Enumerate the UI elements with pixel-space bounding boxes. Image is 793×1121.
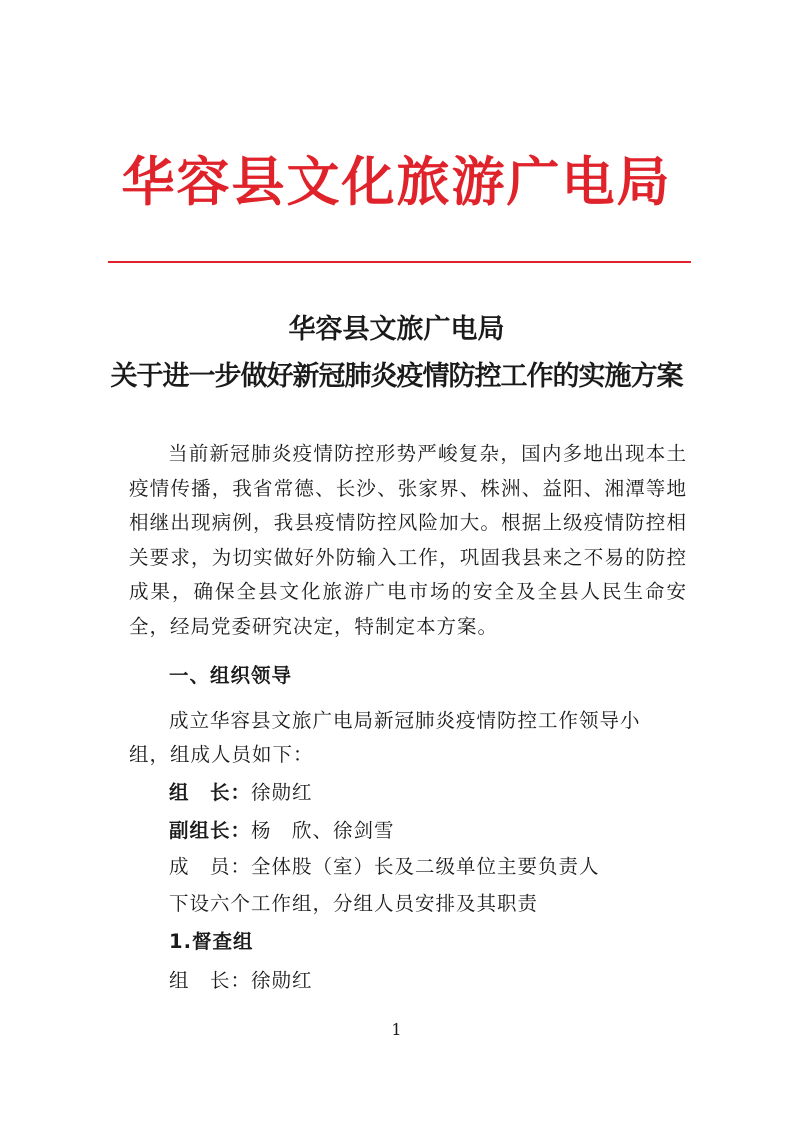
document-title-line-2: 关于进一步做好新冠肺炎疫情防控工作的实施方案 xyxy=(110,361,683,392)
section-1-text-line-2: 组，组成人员如下： xyxy=(129,743,314,766)
group-1-leader-row xyxy=(169,966,313,996)
leader-name: 徐勋红 xyxy=(251,781,313,804)
section-1-text-line-1: 成立华容县文旅广电局新冠肺炎疫情防控工作领导小 xyxy=(169,709,641,732)
letterhead-divider xyxy=(108,261,691,263)
leader-label: 组 长： xyxy=(169,781,252,804)
leader-row xyxy=(169,778,313,808)
member-row xyxy=(169,852,600,882)
deputy-row xyxy=(169,816,395,846)
page-number: 1 xyxy=(391,1020,402,1039)
intro-paragraph: 当前新冠肺炎疫情防控形势严峻复杂，国内多地出现本土疫情传播，我省常德、长沙、张家界、株洲、益阳、湘潭等地相继出现病例，我县疫情防控风险加大。根据上级疫情防控相关要求，为切实做好外防输入工作，巩固我县来之不易的防控成果，确保全县文化旅游广电市场的安全及全县人民生命安全，经局党委研究决定，特制定本方案。 xyxy=(129,442,687,638)
group-1-leader-label: 组 长： xyxy=(169,969,252,992)
subgroups-intro: 下设六个工作组，分组人员安排及其职责 xyxy=(169,892,539,915)
member-label: 成 员： xyxy=(169,855,252,878)
document-title-line-1: 华容县文旅广电局 xyxy=(288,314,505,345)
member-text: 全体股（室）长及二级单位主要负责人 xyxy=(251,855,600,878)
letterhead-org-name: 华容县文化旅游广电局 xyxy=(121,152,672,213)
section-1-heading: 一、组织领导 xyxy=(169,664,293,687)
deputy-label: 副组长： xyxy=(169,819,252,842)
group-1-heading: 1.督查组 xyxy=(169,930,254,953)
deputy-names: 杨 欣、徐剑雪 xyxy=(251,819,395,842)
group-1-leader-name: 徐勋红 xyxy=(251,969,313,992)
